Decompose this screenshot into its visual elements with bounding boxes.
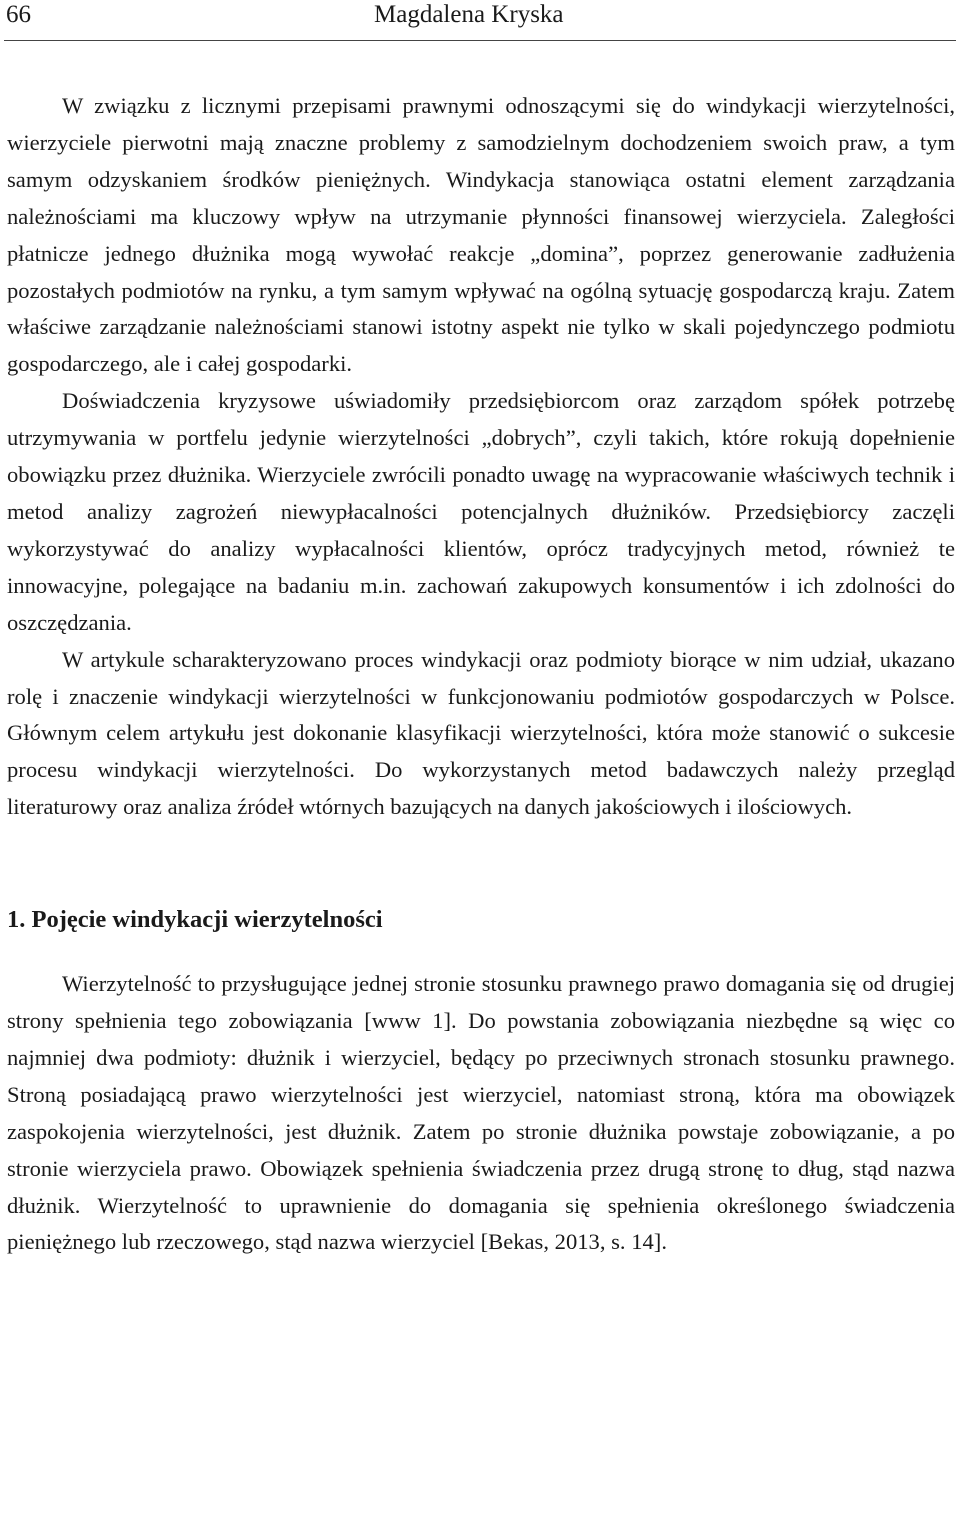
section-paragraph: Wierzytelność to przysługujące jednej stronie stosunku prawnego prawo domagania się od drugiej strony spełnienia tego zobowiązania [www 1]. Do powstania zobowiązania niezbędne są więc co najmniej dwa podmioty: dłużnik i wierzyciel, będący po przeciwnych stronach stosunku prawnego. Stroną posiadającą prawo wierzytelności jest wierzyciel, natomiast stroną, która ma obowiązek zaspokojenia wierzytelności, jest dłużnik. Zatem po stronie dłużnika powstaje zobowiązanie, a po stronie wierzyciela prawo. Obowiązek spełnienia świadczenia przez drugą stronę to dług, stąd nazwa dłużnik. Wierzytelność to uprawnienie do domagania się spełnienia określonego świadczenia pieniężnego lub rzeczowego, stąd nazwa wierzyciel [Bekas, 2013, s. 14]. — [7, 971, 955, 1255]
section-body — [7, 966, 955, 1261]
intro-paragraph-1: W związku z licznymi przepisami prawnymi odnoszącymi się do windykacji wierzytelności, wierzyciele pierwotni mają znaczne problemy z samodzielnym dochodzeniem swoich praw, a tym samym odzyskaniem środków pieniężnych. Windykacja stanowiąca ostatni element zarządzania należnościami ma kluczowy wpływ na utrzymanie płynności finansowej wierzyciela. Zaległości płatnicze jednego dłużnika mogą wywołać reakcje „domina”, poprzez generowanie zadłużenia pozostałych podmiotów na rynku, a tym samym wpływać na ogólną sytuację gospodarczą kraju. Zatem właściwe zarządzanie należnościami stanowi istotny aspekt nie tylko w skali pojedynczego podmiotu gospodarczego, ale i całej gospodarki. — [7, 93, 955, 377]
intro-paragraph-2: Doświadczenia kryzysowe uświadomiły przedsiębiorcom oraz zarządom spółek potrzebę utrzymywania w portfelu jedynie wierzytelności „dobrych”, czyli takich, które rokują dopełnienie obowiązku przez dłużnika. Wierzyciele zwrócili ponadto uwagę na wypracowanie właściwych technik i metod analizy zagrożeń niewypłacalności potencjalnych dłużników. Przedsiębiorcy zaczęli wykorzystywać do analizy wypłacalności klientów, oprócz tradycyjnych metod, również te innowacyjne, polegające na badaniu m.in. zachowań zakupowych konsumentów i ich zdolności do oszczędzania. — [7, 388, 955, 635]
page-body — [7, 88, 955, 1261]
header-rule — [4, 40, 956, 41]
page-header — [0, 0, 960, 40]
section-heading: 1. Pojęcie windykacji wierzytelności — [7, 906, 383, 934]
intro-paragraph-3: W artykule scharakteryzowano proces windykacji oraz podmioty biorące w nim udział, ukazano rolę i znaczenie windykacji wierzytelności w funkcjonowaniu podmiotów gospodarczych w Polsce. Głównym celem artykułu jest dokonanie klasyfikacji wierzytelności, która może stanowić o sukcesie procesu windykacji wierzytelności. Do wykorzystanych metod badawczych należy przegląd literaturowy oraz analiza źródeł wtórnych bazujących na danych jakościowych i ilościowych. — [7, 646, 955, 820]
page-number: 66 — [6, 1, 31, 28]
running-head-author: Magdalena Kryska — [374, 1, 564, 28]
